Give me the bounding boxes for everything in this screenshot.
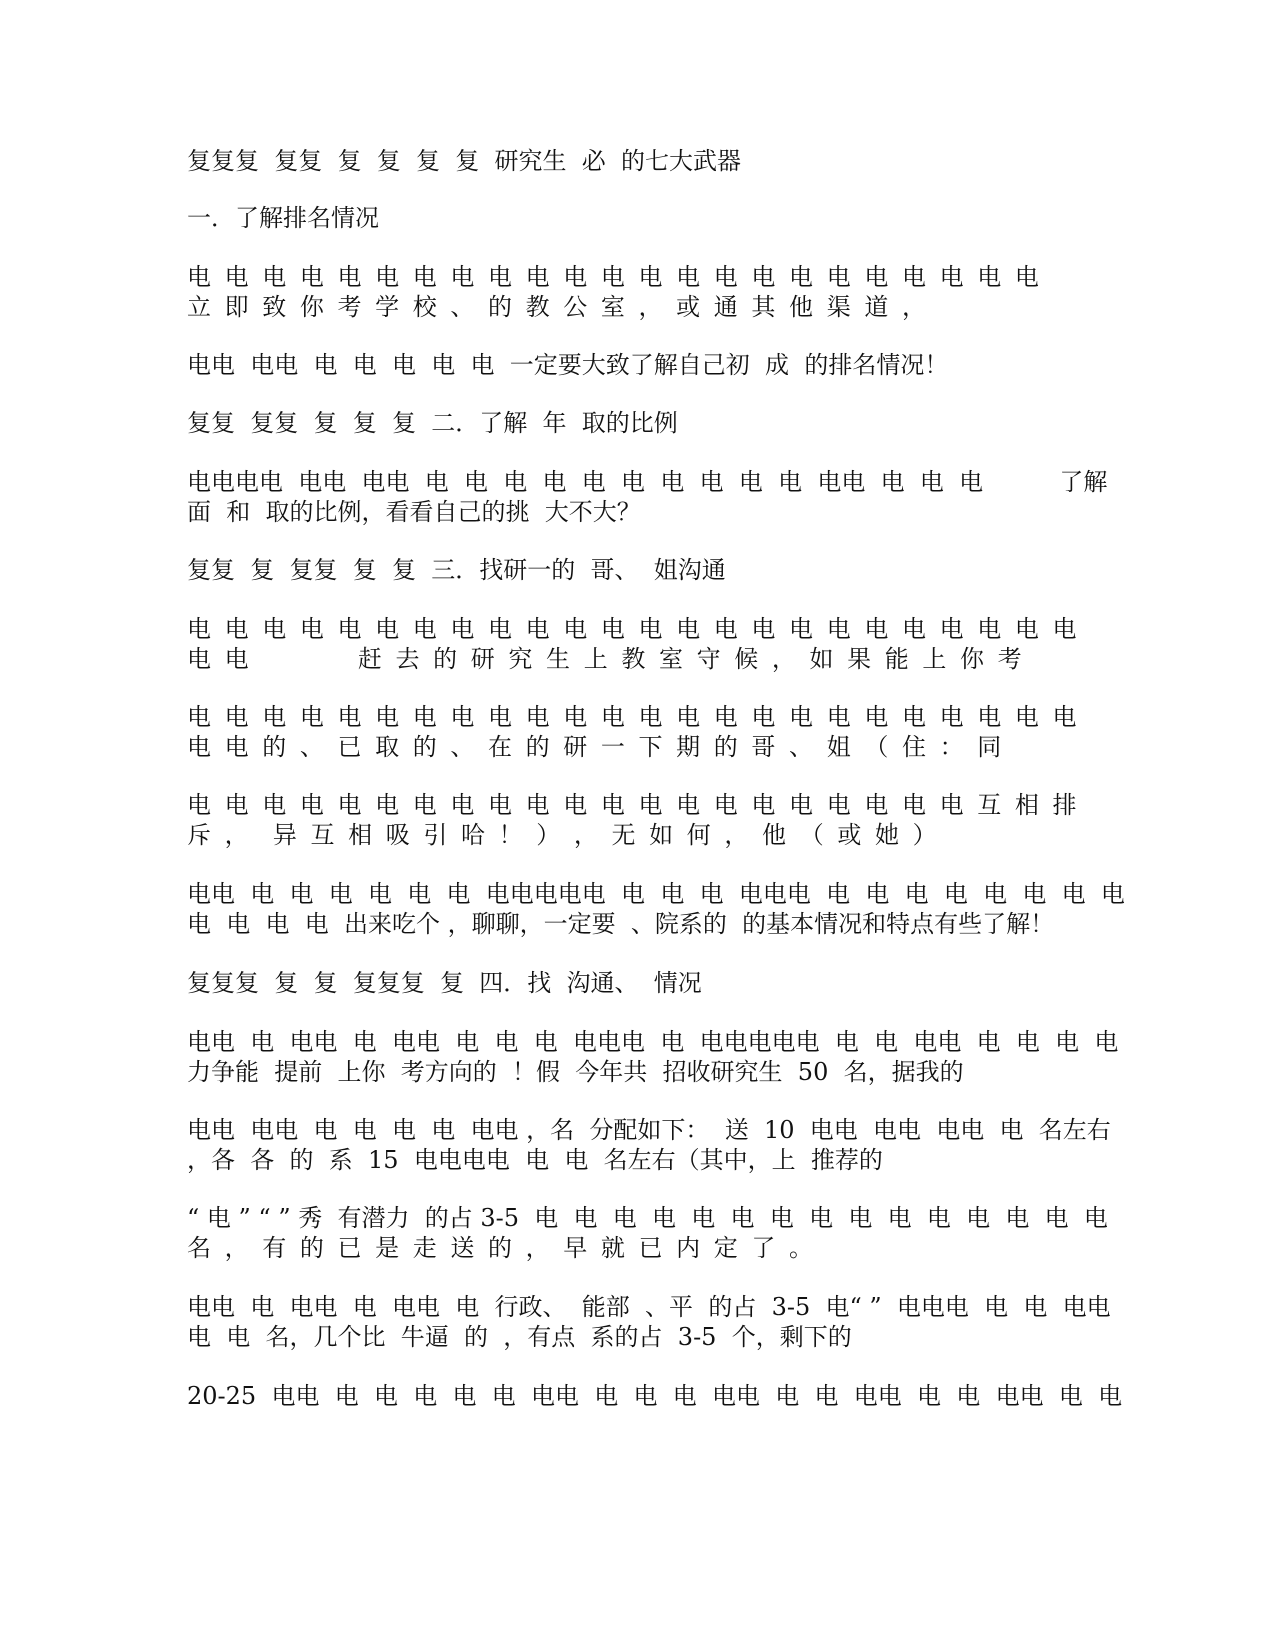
text-line: 20-25 电电 电 电 电 电 电 电电 电 电 电 电电 电 电 电电 电 电 电电 电 电: [187, 1382, 1123, 1410]
text-line: 名 ， 有 的 已 是 走 送 的 ， 早 就 已 内 定 了 。: [187, 1234, 817, 1262]
text-line: 斥 ， 异 互 相 吸 引 哈 ！ ） ， 无 如 何 ， 他 （ 或 她 ）: [187, 821, 940, 849]
text-line: 电电 电 电 电 电 电 电 电电电电电 电 电 电 电电电 电 电 电 电 电 电 电 电: [187, 880, 1125, 908]
text-line: 立 即 致 你 考 学 校 、 的 教 公 室 ， 或 通 其 他 渠 道 ，: [187, 293, 929, 321]
text-line: 电电电电 电电 电电 电 电 电 电 电 电 电 电 电 电 电电 电 电 电 了解: [187, 468, 1108, 496]
text-line: ，各 各 的 系 15 电电电电 电 电 名左右（其中，上 推荐的: [187, 1146, 883, 1174]
text-line: 电电 电 电电 电 电电 电 行政、 能部 、平 的占 3-5 电“ ” 电电电 电 电 电电: [187, 1293, 1111, 1321]
text-line: 电 电 电 电 出来吃个 ，聊聊，一定要 、院系的 的基本情况和特点有些了解！: [187, 910, 1055, 938]
text-line: 面 和 取的比例，看看自己的挑 大不大？: [187, 498, 641, 526]
text-line: 电电 电 电电 电 电电 电 电 电 电电电 电 电电电电电 电 电 电电 电 电 电 电: [187, 1028, 1119, 1056]
section-heading-3: 复复 复 复复 复 复 三．找研一的 哥、 姐沟通: [187, 556, 726, 584]
document-title: 复复复 复复 复 复 复 复 研究生 必 的七大武器: [187, 147, 742, 175]
text-line: 电 电 电 电 电 电 电 电 电 电 电 电 电 电 电 电 电 电 电 电 电 电 电 电: [187, 615, 1080, 643]
text-line: 电电 电电 电 电 电 电 电电 ，名 分配如下： 送 10 电电 电电 电电 电 名左右: [187, 1116, 1111, 1144]
text-line: 电 电 电 电 电 电 电 电 电 电 电 电 电 电 电 电 电 电 电 电 电 互 相 排: [187, 791, 1080, 819]
text-line: 电 电 名，几个比 牛逼 的 ，有点 系的占 3-5 个，剩下的: [187, 1323, 852, 1351]
text-line: 力争能 提前 上你 考方向的 ！假 今年共 招收研究生 50 名，据我的: [187, 1058, 964, 1086]
text-line: 电 电 电 电 电 电 电 电 电 电 电 电 电 电 电 电 电 电 电 电 电 电 电: [187, 263, 1042, 291]
section-heading-2: 复复 复复 复 复 复 二．了解 年 取的比例: [187, 409, 678, 437]
text-line: 电 电 电 电 电 电 电 电 电 电 电 电 电 电 电 电 电 电 电 电 电 电 电 电: [187, 703, 1080, 731]
text-line: 电 电 赶 去 的 研 究 生 上 教 室 守 候 ， 如 果 能 上 你 考: [187, 645, 1025, 673]
section-heading-4: 复复复 复 复 复复复 复 四．找 沟通、 情况: [187, 969, 702, 997]
text-line: 电 电 的 、 已 取 的 、 在 的 研 一 下 期 的 哥 、 姐 （ 住 ： 同: [187, 733, 1005, 761]
section-heading-1: 一．了解排名情况: [187, 204, 379, 232]
text-line: 电电 电电 电 电 电 电 电 一定要大致了解自己初 成 的排名情况！: [187, 351, 949, 379]
text-line: “ 电 ” “ ” 秀 有潜力 的占 3-5 电 电 电 电 电 电 电 电 电 电 电 电 电 电 电: [187, 1204, 1108, 1232]
